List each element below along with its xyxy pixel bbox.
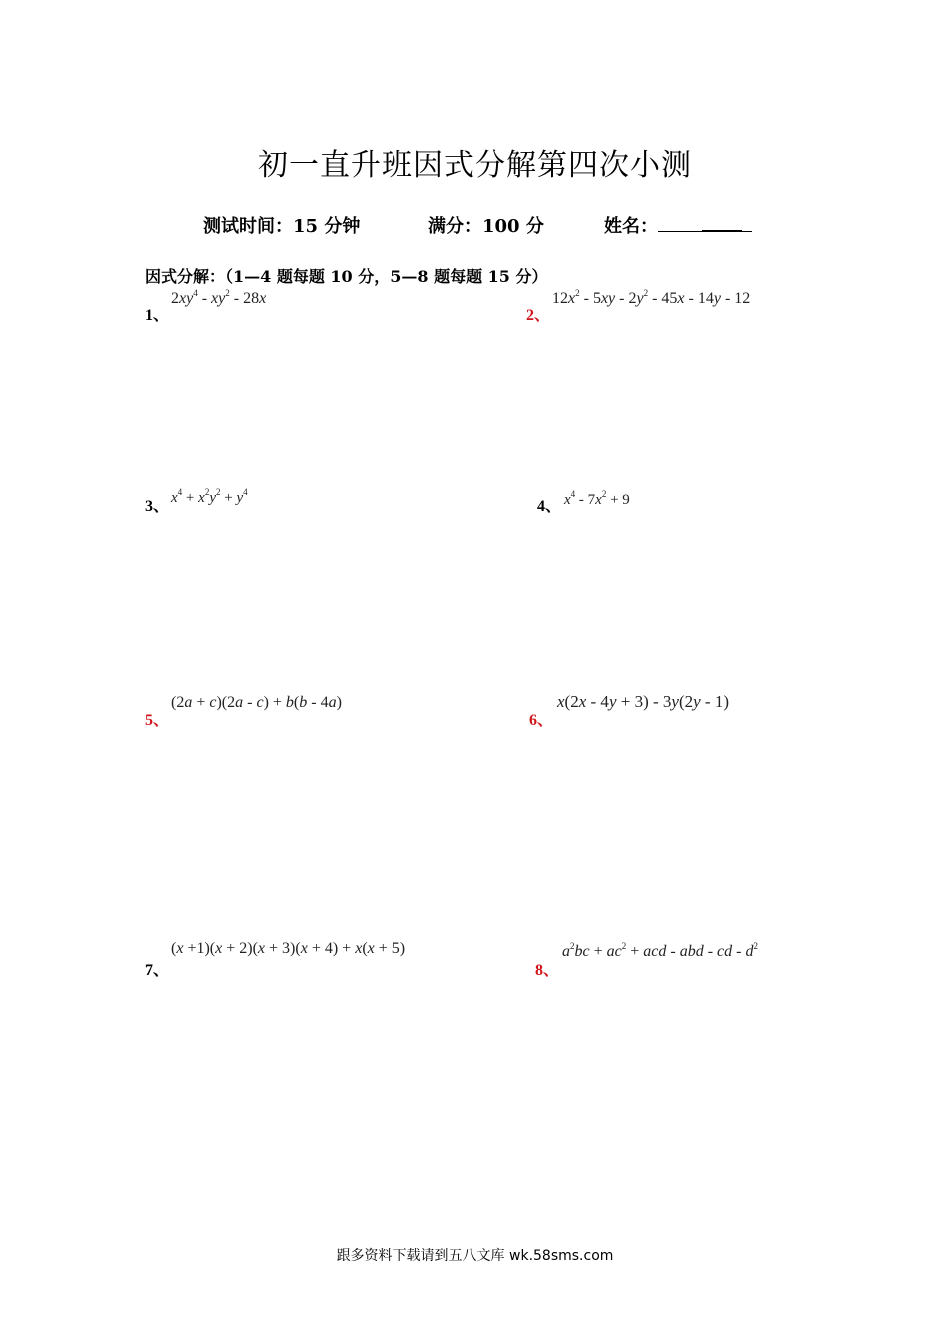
problem-number: 7、 — [145, 962, 170, 979]
name-field — [604, 212, 752, 238]
instruction: 因式分解：（1—4 题每题 10 分，5—8 题每题 15 分） — [145, 267, 548, 286]
problem-expression: (x +1)(x + 2)(x + 3)(x + 4) + x(x + 5) — [171, 940, 406, 957]
problem-expression: $x^4 + x^2y^2 + y^4$ — [171, 487, 248, 506]
problem-expression: $12x^2 - 5xy - 2y^2 - 45x - 14y - 12$ — [552, 288, 751, 307]
problem-number: 8、 — [535, 962, 560, 979]
test-info-row — [0, 212, 950, 242]
problem-number: 3、 — [145, 498, 170, 515]
problem-expression: $x^4 - 7x^2 + 9$ — [564, 489, 630, 508]
problem-expression: x(2x - 4y + 3) - 3y(2y - 1) — [557, 692, 729, 711]
problem-number: 4、 — [537, 498, 562, 515]
test-time: 测试时间：15 分钟 — [203, 216, 361, 237]
name-blank-line — [658, 215, 752, 232]
problem-expression: $2xy^4 - xy^2 - 28x$ — [171, 288, 267, 307]
problem-number: 2、 — [526, 307, 551, 324]
problem-number: 5、 — [145, 712, 170, 729]
problem-number: 6、 — [529, 712, 554, 729]
problem-expression: $a^2bc + ac^2$ + acd - abd - cd - $d^2$ — [562, 941, 758, 960]
problem-expression: (2a + c)(2a - c) + b(b - 4a) — [171, 694, 342, 711]
footer-download-note: 跟多资料下载请到五八文库 wk.58sms.com — [336, 1248, 614, 1264]
problem-number: 1、 — [145, 307, 170, 324]
full-score: 满分：100 分 — [428, 216, 544, 237]
name-label: 姓名： — [604, 216, 658, 237]
page-title: 初一直升班因式分解第四次小测 — [258, 148, 692, 183]
